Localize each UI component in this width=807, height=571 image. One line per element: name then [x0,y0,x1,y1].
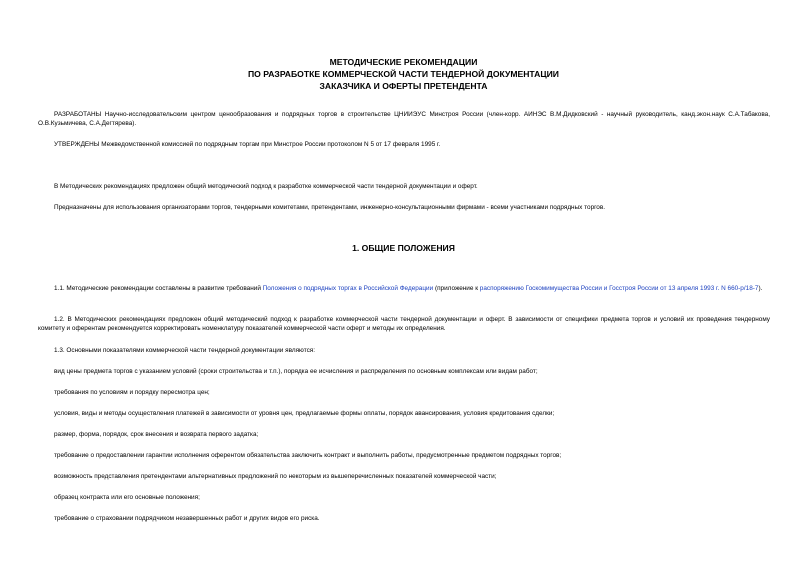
paragraph-1-1-text-middle: (приложение к [433,285,480,292]
approved-paragraph: УТВЕРЖДЕНЫ Межведомственной комиссией по подрядным торгам при Минстрое России протоколом N 5 от 17 февраля 1995 г. [54,141,441,148]
list-item: условия, виды и методы осуществления платежей в зависимости от уровня цен, предлагаемые формы оплаты, порядок авансирования, условия кредитования сделки; [54,410,555,417]
title-line-2: ПО РАЗРАБОТКЕ КОММЕРЧЕСКОЙ ЧАСТИ ТЕНДЕРНОЙ ДОКУМЕНТАЦИИ [248,69,559,79]
list-item: образец контракта или его основные положения; [54,494,200,501]
list-item: требование о предоставлении гарантии исполнения оферентом обязательства заключить контракт и выполнить работы, предусмотренные предметом подрядных торгов; [54,452,562,459]
list-item: вид цены предмета торгов с указанием условий (сроки строительства и т.п.), порядка ее исчисления и распределения по основным комплексам или видам работ; [54,368,538,375]
list-item: требование о страховании подрядчиком незавершенных работ и других видов его риска. [54,515,320,522]
list-item: размер, форма, порядок, срок внесения и возврата первого задатка; [54,431,259,438]
paragraph-1-1-text-start: 1.1. Методические рекомендации составлены в развитие требований [54,285,263,292]
section-heading: 1. ОБЩИЕ ПОЛОЖЕНИЯ [352,243,455,253]
regulation-link[interactable]: Положения о подрядных торгах в Российской Федерации [262,285,434,292]
approach-paragraph: В Методических рекомендациях предложен общий методический подход к разработке коммерческой части тендерной документации и оферт. [54,183,478,190]
title-line-1: МЕТОДИЧЕСКИЕ РЕКОМЕНДАЦИИ [329,57,478,67]
title-line-3: ЗАКАЗЧИКА И ОФЕРТЫ ПРЕТЕНДЕНТА [319,81,488,91]
paragraph-1-1 [38,284,770,293]
paragraph-1-1-text-end: ). [758,285,763,292]
list-item: требования по условиям и порядку пересмотра цен; [54,389,210,396]
paragraph-1-3: 1.3. Основными показателями коммерческой части тендерной документации являются: [54,347,315,354]
order-link[interactable]: распоряжению Госкомимущества России и Госстроя России от 13 апреля 1993 г. N 660-р/18-7 [479,285,759,292]
purpose-paragraph: Предназначены для использования организаторами торгов, тендерными комитетами, претендентами, инженерно-консультационными фирмами - всеми участниками подрядных торгов. [54,204,606,211]
document-title [0,56,807,92]
developed-paragraph: РАЗРАБОТАНЫ Научно-исследовательским центром ценообразования и подрядных торгов в строительстве ЦНИИЭУС Минстроя России (член-корр. АИНЭС В.М.Дидковский - научный руководитель, канд.экон.наук С.А.Табакова, О.В.Кузьмичева, С.А.Дегтярева). [38,111,770,128]
paragraph-1-2: 1.2. В Методических рекомендациях предложен общий методический подход к разработке коммерческой части тендерной документации и оферт. В зависимости от специфики предмета торгов и условий их проведения тендерному комитету и оферентам рекомендуется корректировать номенклатуру показателей коммерческой части оферт и методы их определения. [38,316,770,333]
list-item: возможность представления претендентами альтернативных предложений по некоторым из вышеперечисленных показателей коммерческой части; [54,473,497,480]
